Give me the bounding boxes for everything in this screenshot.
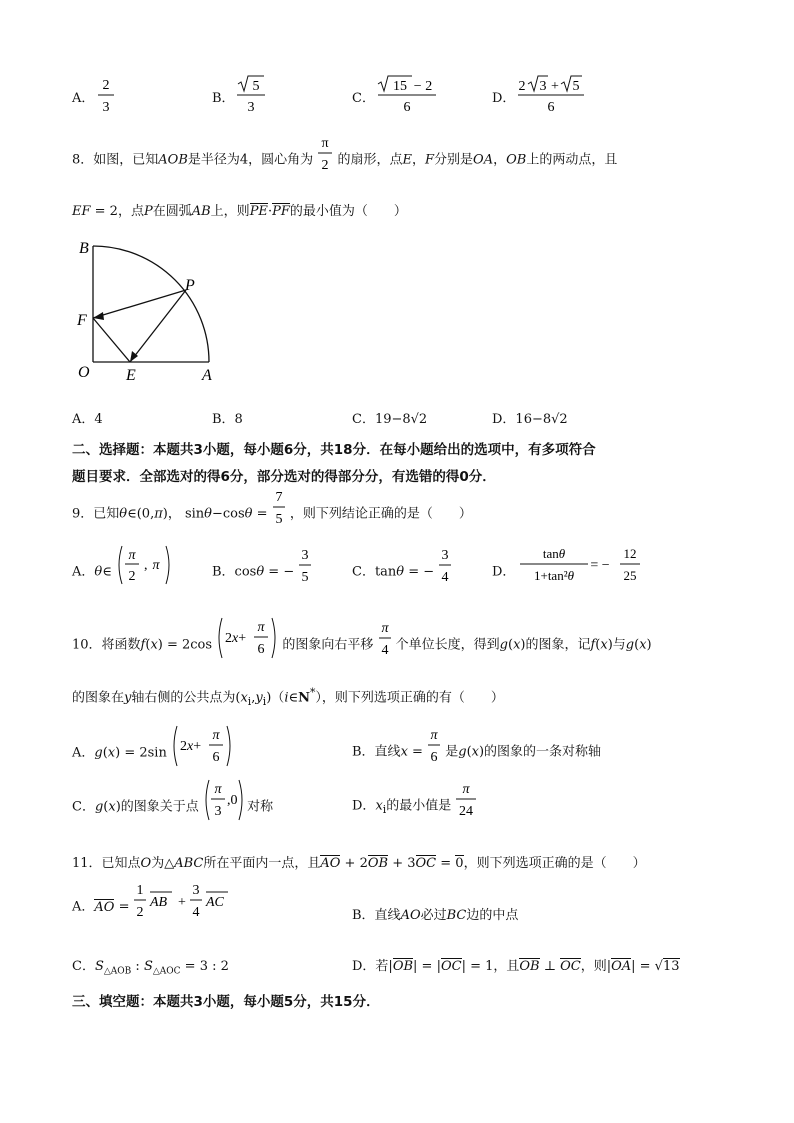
q11-option-a: A．AO = 1 2 AB + 3 4 AC xyxy=(72,893,254,921)
svg-text:3: 3 xyxy=(192,883,200,898)
svg-text:6: 6 xyxy=(212,750,220,765)
interval xyxy=(116,544,174,586)
label-e: E xyxy=(126,367,136,384)
label-a: A xyxy=(202,367,212,384)
svg-text:π: π xyxy=(430,728,438,743)
svg-text:,0: ,0 xyxy=(226,793,238,808)
svg-text:5: 5 xyxy=(301,570,309,585)
svg-text:π: π xyxy=(257,620,265,635)
q9-stem: 9．已知θ∈(0,π)， sinθ−cosθ = 7 5 ，则下列结论正确的是（ ） xyxy=(72,490,472,527)
svg-text:π: π xyxy=(321,136,329,151)
fraction xyxy=(298,546,312,586)
fraction xyxy=(516,75,586,117)
fraction xyxy=(96,75,116,117)
q9-option-c: C．tanθ = − 3 4 xyxy=(352,558,452,586)
svg-text:+: + xyxy=(551,79,559,94)
fraction xyxy=(378,619,392,659)
svg-text:4: 4 xyxy=(192,905,200,920)
svg-text:6: 6 xyxy=(547,100,555,115)
svg-text:2: 2 xyxy=(102,78,110,93)
q9-option-a: A．θ∈ π 2 , π xyxy=(72,558,174,586)
q10-option-c: C．g(x)的图象关于点 π 3 ,0 对称 xyxy=(72,792,273,822)
section-3-heading: 三、填空题：本题共3小题，每小题5分，共15分． xyxy=(72,994,380,1010)
svg-text:2: 2 xyxy=(136,905,144,920)
q9-option-d: D． tanθ 1+tan²θ = − 12 25 xyxy=(492,558,658,586)
q7-option-c: C． 15 − 2 6 xyxy=(352,75,452,115)
svg-text:15: 15 xyxy=(393,79,407,94)
svg-text:5: 5 xyxy=(572,79,580,94)
q8-option-b: B．8 xyxy=(212,412,243,427)
svg-text:2x+: 2x+ xyxy=(179,739,202,754)
svg-text:6: 6 xyxy=(403,100,411,115)
svg-text:π: π xyxy=(380,621,389,636)
svg-text:+: + xyxy=(177,895,186,910)
fraction xyxy=(455,780,477,820)
svg-text:AC: AC xyxy=(205,895,224,910)
label-f: F xyxy=(77,312,87,329)
svg-text:− 2: − 2 xyxy=(413,79,433,94)
label-o: O xyxy=(78,364,90,381)
sector-figure xyxy=(72,234,232,384)
svg-text:4: 4 xyxy=(381,643,388,658)
fraction xyxy=(376,75,438,117)
svg-text:,: , xyxy=(143,558,148,573)
paren-expr xyxy=(203,778,243,822)
q10-option-d: D．$x_i$的最小值是 π 24 xyxy=(352,792,477,820)
q7-option-a: A． 2 3 xyxy=(72,75,132,115)
svg-text:24: 24 xyxy=(459,804,474,819)
svg-text:π: π xyxy=(462,782,470,797)
svg-text:3: 3 xyxy=(441,548,449,563)
fraction xyxy=(317,134,333,174)
svg-text:3: 3 xyxy=(214,804,222,819)
svg-text:2x+: 2x+ xyxy=(225,631,247,646)
q11-option-d: D．若|OB| = |OC| = 1，且OB ⊥ OC，则|OA| = √13 xyxy=(352,959,680,974)
q10-line2: 的图象在y轴右侧的公共点为$(x_i,y_i)(i\in N^*)$，则下列选项正确的有（ ） xyxy=(72,686,504,708)
svg-text:25: 25 xyxy=(623,568,637,583)
q11-option-b: B．直线AO必过BC边的中点 xyxy=(352,908,519,923)
label-p: P xyxy=(185,277,195,294)
svg-text:tanθ: tanθ xyxy=(542,546,565,561)
svg-text:4: 4 xyxy=(441,570,449,585)
q10-option-a: A．g(x) = 2sin 2x+ π 6 xyxy=(72,738,233,768)
q8-option-d: D．16−8√2 xyxy=(492,412,568,427)
fraction xyxy=(272,488,286,528)
svg-text:π: π xyxy=(212,728,220,743)
svg-text:2: 2 xyxy=(518,79,526,94)
svg-text:3: 3 xyxy=(539,79,547,94)
svg-text:1+tan²θ: 1+tan²θ xyxy=(533,568,574,583)
svg-text:1: 1 xyxy=(136,883,144,898)
svg-text:3: 3 xyxy=(301,548,309,563)
q11-option-c: C．$S_{\triangle AOB}$ : $S_{\triangle AOC} = 3$ : 2 xyxy=(72,959,229,977)
svg-text:3: 3 xyxy=(102,100,110,115)
label-b: B xyxy=(79,240,89,257)
fraction xyxy=(234,75,268,117)
svg-text:5: 5 xyxy=(252,79,260,94)
svg-text:5: 5 xyxy=(275,512,283,527)
q10-option-b: B．直线x = π 6 是g(x)的图象的一条对称轴 xyxy=(352,728,602,765)
fraction xyxy=(520,544,658,586)
svg-text:12: 12 xyxy=(623,546,637,561)
svg-text:π: π xyxy=(128,548,136,563)
q7-option-d: D． 2 3 + 5 6 xyxy=(492,75,602,115)
q10-line1: 10．将函数f(x) = 2cos 2x+ π 6 的图象向右平移 π 4 个单位长度，得到g(x)的图象，记f(x)与g(x) xyxy=(72,630,652,660)
svg-text:AB: AB xyxy=(149,895,167,910)
q7-option-b: B． 5 3 xyxy=(212,75,292,115)
svg-text:2: 2 xyxy=(321,158,329,173)
fraction xyxy=(438,546,452,586)
svg-text:7: 7 xyxy=(275,490,283,505)
q8-line2: EF = 2，点P在圆弧AB上，则PE·PF的最小值为（ ） xyxy=(72,204,407,219)
q8-option-a: A．4 xyxy=(72,412,103,427)
svg-text:= −: = − xyxy=(589,558,610,573)
svg-text:6: 6 xyxy=(257,642,265,657)
section-2-line2: 题目要求．全部选对的得6分，部分选对的得部分分，有选错的得0分． xyxy=(72,469,496,485)
q9-option-b: B．cosθ = − 3 5 xyxy=(212,558,312,586)
vector-expr xyxy=(134,881,254,921)
paren-expr xyxy=(171,724,233,768)
svg-text:6: 6 xyxy=(430,750,438,765)
q8-option-c: C．19−8√2 xyxy=(352,412,428,427)
svg-text:3: 3 xyxy=(247,100,255,115)
svg-text:π: π xyxy=(152,558,160,573)
q11-stem: 11．已知点O为△ABC所在平面内一点，且AO + 2OB + 3OC = 0，则下列选项正确的是（ ） xyxy=(72,856,646,871)
section-2-line1: 二、选择题：本题共3小题，每小题6分，共18分．在每小题给出的选项中，有多项符合 xyxy=(72,442,596,458)
svg-text:π: π xyxy=(214,782,222,797)
svg-text:2: 2 xyxy=(128,569,136,584)
q8-line1: 8．如图，已知AOB是半径为4，圆心角为 π 2 的扇形，点E，F分别是OA，OB上的两动点，且 xyxy=(72,136,618,173)
fraction xyxy=(427,726,441,766)
paren-expr xyxy=(216,616,278,660)
